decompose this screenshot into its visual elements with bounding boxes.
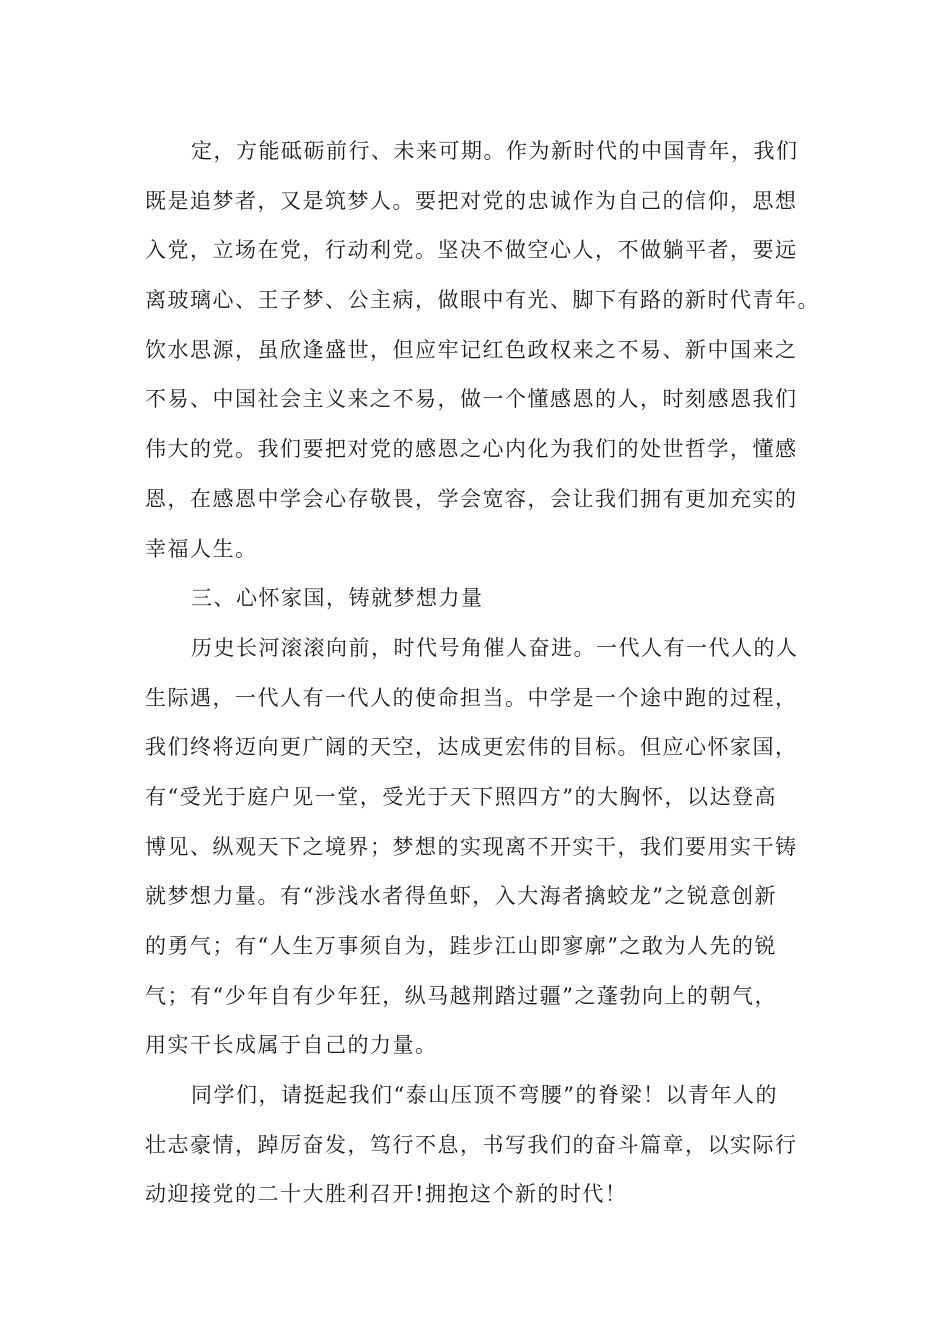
text-line: 有“受光于庭户见一堂，受光于天下照四方”的大胸怀，以达登高 <box>145 784 777 809</box>
text-line: 同学们，请挺起我们“泰山压顶不弯腰”的脊梁！以青年人的 <box>191 1083 778 1108</box>
text-line: 气；有“少年自有少年狂，纵马越荆踏过疆”之蓬勃向上的朝气， <box>145 983 777 1008</box>
text-line: 幸福人生。 <box>145 536 258 561</box>
text-line: 我们终将迈向更广阔的天空，达成更宏伟的目标。但应心怀家国， <box>145 735 798 760</box>
text-line: 入党，立场在党，行动利党。坚决不做空心人，不做躺平者，要远 <box>145 238 798 263</box>
text-line: 用实干长成属于自己的力量。 <box>145 1033 438 1058</box>
text-line: 不易、中国社会主义来之不易，做一个懂感恩的人，时刻感恩我们 <box>145 387 798 412</box>
text-line: 壮志豪情，踔厉奋发，笃行不息，书写我们的奋斗篇章，以实际行 <box>145 1132 798 1157</box>
text-line: 生际遇，一代人有一代人的使命担当。中学是一个途中跑的过程， <box>145 685 798 710</box>
document-body <box>145 127 820 1220</box>
text-line: 饮水思源，虽欣逢盛世，但应牢记红色政权来之不易、新中国来之 <box>145 337 798 362</box>
section-heading: 三、心怀家国，铸就梦想力量 <box>191 586 484 611</box>
text-line: 动迎接党的二十大胜利召开!拥抱这个新的时代！ <box>145 1182 628 1207</box>
text-line: 博见、纵观天下之境界；梦想的实现离不开实干，我们要用实干铸 <box>145 834 798 859</box>
text-line: 定，方能砥砺前行、未来可期。作为新时代的中国青年，我们 <box>191 139 799 163</box>
text-line: 既是追梦者，又是筑梦人。要把对党的忠诚作为自己的信仰，思想 <box>145 188 798 213</box>
text-line: 就梦想力量。有“涉浅水者得鱼虾，入大海者擒蛟龙”之锐意创新 <box>145 884 777 909</box>
text-line: 伟大的党。我们要把对党的感恩之心内化为我们的处世哲学，懂感 <box>145 437 798 462</box>
text-line: 历史长河滚滚向前，时代号角催人奋进。一代人有一代人的人 <box>191 635 799 660</box>
text-line: 恩，在感恩中学会心存敬畏，学会宽容，会让我们拥有更加充实的 <box>145 486 798 511</box>
text-line: 的勇气；有“人生万事须自为，跬步江山即寥廓”之敢为人先的锐 <box>145 934 777 958</box>
text-line: 离玻璃心、王子梦、公主病，做眼中有光、脚下有路的新时代青年。 <box>145 288 820 313</box>
